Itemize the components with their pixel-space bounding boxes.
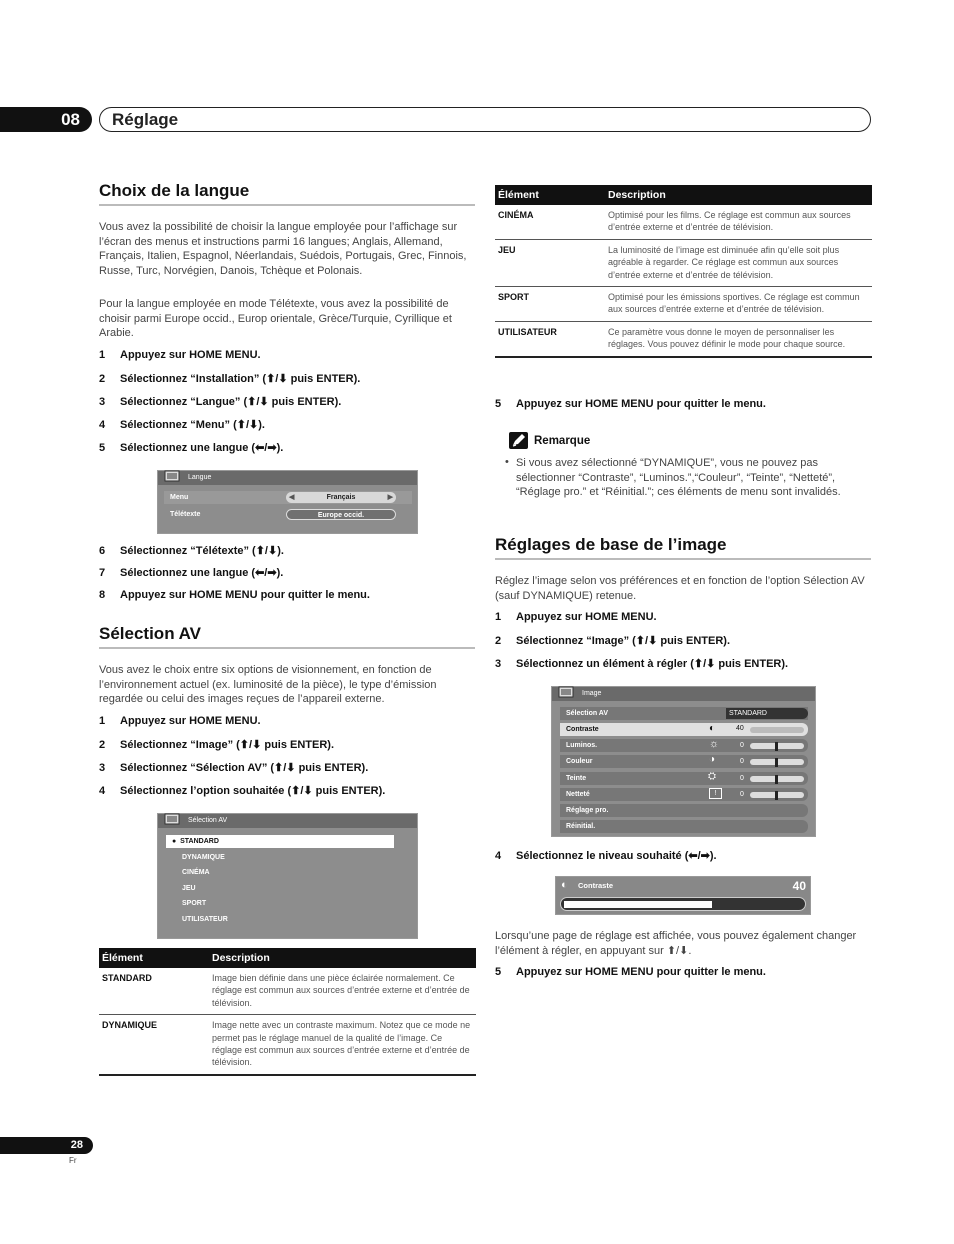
langue-intro: Vous avez la possibilité de choisir la langue employée pour l’affichage sur l’écran des menus et instructions parmi 16 langues; Anglais, Allemand, Français, Italien, Espagnol, Néerlandais, Suédois, Portugais, Grec, Finnois, Russe, Turc, Norvégien, Danois, Tchèque et Polonais. (99, 221, 467, 277)
selection-av-value[interactable]: STANDARD (726, 708, 808, 719)
langue-screen (157, 470, 418, 534)
image-row-reinitial[interactable]: Réinitial. (560, 820, 808, 833)
step: 1 Appuyez sur HOME MENU. (99, 349, 261, 361)
table-row: DYNAMIQUE Image nette avec un contraste maximum. Notez que ce mode ne permet pas le réglage manuel de la qualité de l’image. Ce réglage est commun aux sources d’entrée externe et d’entrée de télévision. (99, 1015, 476, 1075)
contrast-icon: ◐ (709, 723, 716, 734)
av-option-jeu[interactable]: JEU (182, 885, 196, 892)
contrast-level-bar[interactable] (560, 897, 806, 911)
section-title-reglages: Réglages de base de l’image (495, 535, 727, 554)
contrast-slider[interactable] (750, 727, 804, 733)
brightness-icon: ☼ (709, 738, 720, 750)
screen-titlebar: Sélection AV (158, 814, 417, 828)
slider-handle[interactable] (775, 791, 778, 800)
section-rule (99, 204, 475, 206)
contrast-level-screen (555, 876, 811, 915)
table-row: SPORT Optimisé pour les émissions sportives. Ce réglage est commun aux sources d’entrée externe et d’entrée de télévision. (495, 287, 872, 322)
couleur-value: 0 (740, 758, 744, 765)
contrast-label: Contraste (578, 881, 614, 890)
image-row-nettete[interactable]: Netteté (560, 788, 808, 801)
step: 7 Sélectionnez une langue (⬅/➡). (99, 567, 284, 579)
step: 1 Appuyez sur HOME MENU. (495, 611, 657, 623)
tv-icon (558, 685, 576, 699)
selected-dot-icon: ● (172, 838, 177, 845)
step: 5 Appuyez sur HOME MENU pour quitter le menu. (495, 398, 766, 410)
table-header: Description (605, 185, 872, 205)
sharpness-icon: ! (709, 788, 722, 799)
section-rule (99, 647, 475, 649)
av-option-sport[interactable]: SPORT (182, 900, 207, 907)
table-header: Élément (495, 185, 605, 205)
step: 2 Sélectionnez “Image” (⬆/⬇ puis ENTER). (99, 739, 335, 751)
tv-icon (164, 812, 182, 826)
section-rule (495, 558, 871, 560)
image-screen (551, 686, 816, 837)
image-row-couleur[interactable]: Couleur (560, 755, 808, 768)
page-number: 28 (0, 1137, 93, 1154)
menu-language-select[interactable]: ◀ Français ▶ (286, 492, 396, 503)
note-icon (509, 432, 528, 449)
nettete-value: 0 (740, 791, 744, 798)
bullet-icon: • (505, 456, 509, 468)
tv-icon (164, 469, 182, 483)
tint-icon: ⛭ (708, 771, 716, 782)
image-row-luminos[interactable]: Luminos. (560, 739, 808, 752)
step: 3 Sélectionnez un élément à régler (⬆/⬇ puis ENTER). (495, 658, 789, 670)
langue-teletexte-text: Pour la langue employée en mode Télétexte, vous avez la possibilité de choisir parmi Europe occid., Europ orientale, Grèce/Turquie, Cyrillique et Arabie. (99, 298, 452, 340)
note-title: Remarque (534, 435, 591, 447)
arrow-left-icon[interactable]: ◀ (289, 494, 295, 501)
step: 6 Sélectionnez “Télétexte” (⬆/⬇). (99, 545, 284, 557)
teletexte-row[interactable]: Télétexte (170, 511, 201, 518)
chapter-title: Réglage (99, 107, 871, 132)
step: 4 Sélectionnez l’option souhaitée (⬆/⬇ puis ENTER). (99, 785, 386, 797)
image-row-reglage-pro[interactable]: Réglage pro. (560, 804, 808, 817)
table-row: UTILISATEUR Ce paramètre vous donne le moyen de personnaliser les réglages. Vous pouvez définir le mode pour chaque source. (495, 321, 872, 356)
screen-titlebar: Image (552, 687, 815, 701)
table-header: Élément (99, 948, 209, 968)
chapter-number: 08 (0, 107, 92, 132)
teinte-value: 0 (740, 775, 744, 782)
table-row: CINÉMA Optimisé pour les films. Ce réglage est commun aux sources d’entrée externe et d’entrée de télévision. (495, 205, 872, 239)
step: 2 Sélectionnez “Image” (⬆/⬇ puis ENTER). (495, 635, 731, 647)
av-option-cinema[interactable]: CINÉMA (182, 869, 210, 876)
contrast-level-fill (564, 901, 712, 908)
table-row: STANDARD Image bien définie dans une pièce éclairée normalement. Ce réglage est commun aux sources d’entrée externe et d’entrée de télévision. (99, 968, 476, 1015)
step: 2 Sélectionnez “Installation” (⬆/⬇ puis ENTER). (99, 373, 361, 385)
av-table-right (495, 185, 872, 358)
step: 3 Sélectionnez “Sélection AV” (⬆/⬇ puis ENTER). (99, 762, 369, 774)
step: 1 Appuyez sur HOME MENU. (99, 715, 261, 727)
contrast-level-value: 40 (792, 879, 806, 893)
selection-av-screen (157, 813, 418, 939)
step: 5 Appuyez sur HOME MENU pour quitter le menu. (495, 966, 766, 978)
slider-handle[interactable] (775, 758, 778, 767)
image-row-teinte[interactable]: Teinte (560, 772, 808, 785)
color-icon: ◑ (709, 754, 716, 765)
av-option-dynamique[interactable]: DYNAMIQUE (182, 854, 225, 861)
av-table-left (99, 948, 476, 1076)
section-title-langue: Choix de la langue (99, 181, 250, 200)
slider-handle[interactable] (775, 742, 778, 751)
av-option-standard[interactable]: ● STANDARD (166, 835, 394, 848)
contrast-value: 40 (736, 725, 744, 732)
step: 3 Sélectionnez “Langue” (⬆/⬇ puis ENTER). (99, 396, 342, 408)
image-row-contraste[interactable]: Contraste (560, 723, 808, 736)
selection-av-intro: Vous avez le choix entre six options de visionnement, en fonction de l’environnement actuel (ex. luminosité de la pièce), le type d’émission regardée ou celui des images reçues de l’appareil externe. (99, 664, 437, 706)
reglages-intro: Réglez l’image selon vos préférences et en fonction de l’option Sélection AV (sauf DYNAMIQUE) retenue. (495, 575, 865, 602)
step: 8 Appuyez sur HOME MENU pour quitter le menu. (99, 589, 370, 601)
screen-titlebar: Langue (158, 471, 417, 485)
menu-row[interactable]: Menu (164, 491, 412, 504)
arrow-right-icon[interactable]: ▶ (387, 494, 393, 501)
page-language: Fr (69, 1156, 77, 1165)
step: 5 Sélectionnez une langue (⬅/➡). (99, 442, 284, 454)
reglages-note: Lorsqu’une page de réglage est affichée, vous pouvez également changer l’élément à régler, en appuyant sur ⬆/⬇. (495, 930, 857, 957)
av-option-utilisateur[interactable]: UTILISATEUR (182, 916, 228, 923)
luminos-value: 0 (740, 742, 744, 749)
table-header: Description (209, 948, 476, 968)
slider-handle[interactable] (775, 775, 778, 784)
step: 4 Sélectionnez “Menu” (⬆/⬇). (99, 419, 265, 431)
section-title-selection-av: Sélection AV (99, 624, 202, 643)
contrast-icon: ◐ (561, 879, 568, 891)
note-text: Si vous avez sélectionné “DYNAMIQUE”, vous ne pouvez pas sélectionner “Contraste”, “Luminos.”,“Couleur”, “Teinte”, “Netteté”, “Réglage pro.” et “Réinitial.”; ces éléments de menu sont invalidés. (516, 457, 841, 499)
table-row: JEU La luminosité de l’image est diminuée afin qu’elle soit plus agréable à regarder. Ce réglage est commun aux sources d’entrée externe et d’entrée de télévision. (495, 239, 872, 286)
step: 4 Sélectionnez le niveau souhaité (⬅/➡). (495, 850, 717, 862)
teletexte-select[interactable]: Europe occid. (286, 509, 396, 520)
image-row-selection-av[interactable]: Sélection AV (560, 707, 808, 720)
